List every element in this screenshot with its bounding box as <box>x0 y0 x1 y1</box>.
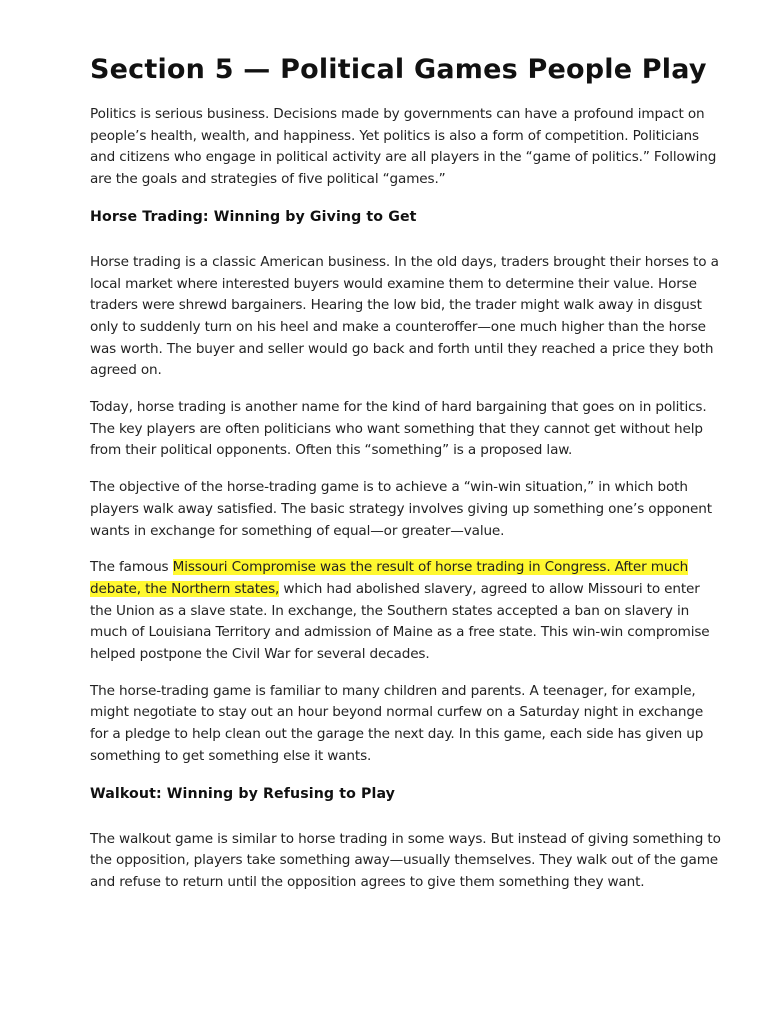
walkout-paragraph-1: The walkout game is similar to horse trading in some ways. But instead of giving something to the opposition, players take something away—usually themselves. They walk out of the game and refuse to return until the opposition agrees to give them something they want. <box>90 830 721 890</box>
walkout-heading: Walkout: Winning by Refusing to Play <box>90 785 396 802</box>
highlighted-text: Missouri Compromise was the result of horse trading in Congress. After much debate, the Northern states, <box>90 559 689 597</box>
horse-trading-paragraph-5: The horse-trading game is familiar to many children and parents. A teenager, for example, might negotiate to stay out an hour beyond normal curfew on a Saturday night in exchange for a pledge to help clean out the garage the next day. In this game, each side has given up something to get something else it wants. <box>90 682 704 764</box>
paragraph-text-before-highlight: The famous <box>90 559 173 576</box>
horse-trading-paragraph-3: The objective of the horse-trading game is to achieve a “win-win situation,” in which both players walk away satisfied. The basic strategy involves giving up something one’s opponent wants in exchange for something of equal—or greater—value. <box>90 479 712 539</box>
intro-paragraph: Politics is serious business. Decisions made by governments can have a profound impact on people’s health, wealth, and happiness. Yet politics is also a form of competition. Politicians and citizens who engage in political activity are all players in the “game of politics.” Following are the goals and strategies of five political “games.” <box>90 106 717 188</box>
horse-trading-paragraph-2: Today, horse trading is another name for the kind of hard bargaining that goes on in politics. The key players are often politicians who want something that they cannot get without help from their political opponents. Often this “something” is a proposed law. <box>90 399 707 459</box>
horse-trading-paragraph-1: Horse trading is a classic American business. In the old days, traders brought their horses to a local market where interested buyers would examine them to determine their value. Horse traders were shrewd bargainers. Hearing the low bid, the trader might walk away in disgust only to suddenly turn on his heel and make a counteroffer—one much higher than the horse was worth. The buyer and seller would go back and forth until they reached a price they both agreed on. <box>90 253 719 379</box>
document-page <box>90 48 724 909</box>
horse-trading-heading: Horse Trading: Winning by Giving to Get <box>90 208 417 225</box>
horse-trading-paragraph-4 <box>90 557 724 666</box>
page-title: Section 5 — Political Games People Play <box>90 54 707 85</box>
paragraph-text-after-highlight: which had abolished slavery, agreed to allow Missouri to enter the Union as a slave state. In exchange, the Southern states accepted a ban on slavery in much of Louisiana Territory and admission of Maine as a free state. This win-win compromise helped postpone the Civil War for several decades. <box>90 580 710 663</box>
